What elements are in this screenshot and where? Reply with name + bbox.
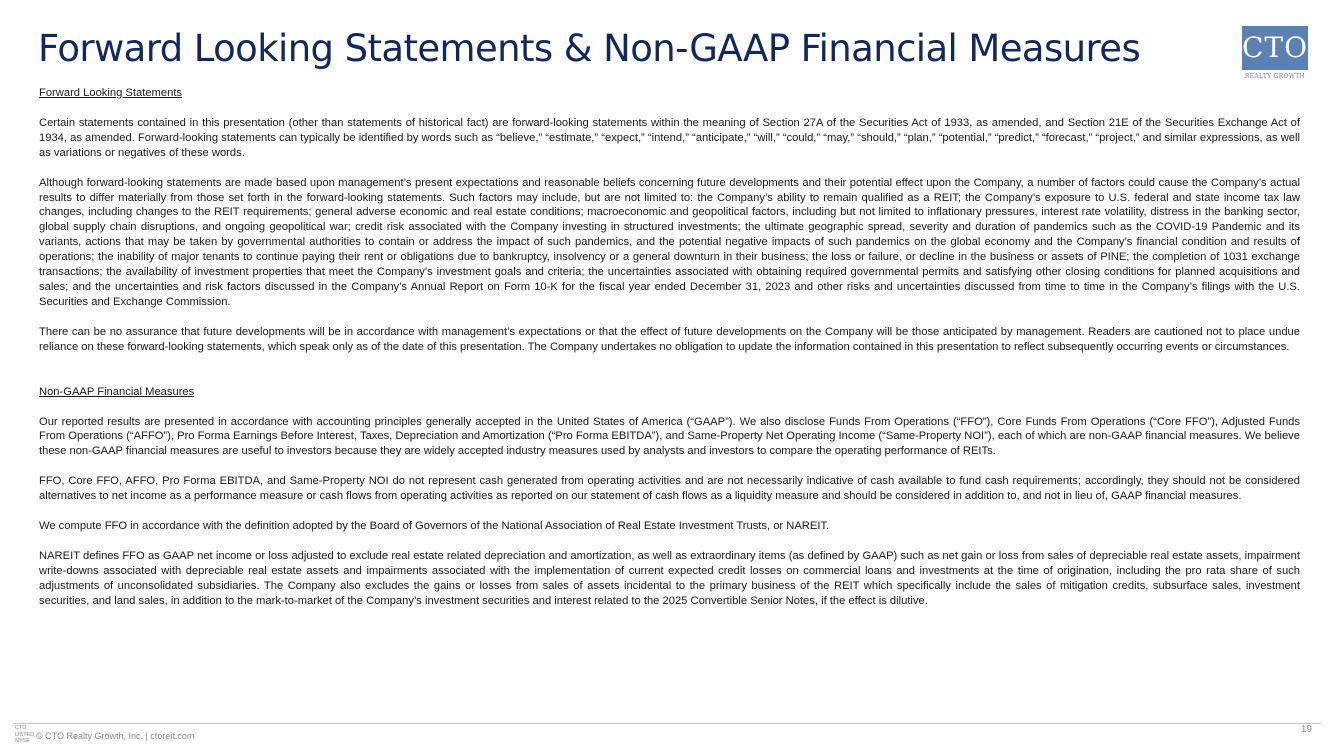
logo-tagline: REALTY GROWTH [1244,73,1306,80]
forward-looking-paragraph: Although forward-looking statements are made based upon management’s present expectations and reasonable beliefs concerning future developments and their potential effect upon the Company, a number of factors could cause the Company’s actual results to differ materially from those set forth in the forward-looking statements. Such factors may include, but are not limited to: the Company’s ability to remain qualified as a REIT; the Company’s exposure to U.S. federal and state income tax law changes, including changes to the REIT requirements; general adverse economic and real estate conditions; macroeconomic and geopolitical factors, including but not limited to inflationary pressures, interest rate volatility, distress in the banking sector, global supply chain disruptions, and ongoing geopolitical war; credit risk associated with the Company investing in structured investments; the ultimate geographic spread, severity and duration of pandemics such as the COVID-19 Pandemic and its variants, actions that may be taken by governmental authorities to contain or address the impact of such pandemics, and the potential negative impacts of such pandemics on the global economy and the Company’s financial condition and results of operations; the inability of major tenants to continue paying their rent or obligations due to bankruptcy, insolvency or a general downturn in their business; the loss or failure, or decline in the business or assets of PINE; the completion of 1031 exchange transactions; the availability of investment properties that meet the Company’s investment goals and criteria; the uncertainties associated with obtaining required governmental permits and satisfying other closing conditions for planned acquisitions and sales; and the uncertainties and risk factors discussed in the Company’s Annual Report on Form 10-K for the fiscal year ended December 31, 2023 and other risks and uncertainties discussed from time to time in the Company’s filings with the U.S. Securities and Exchange Commission. [39,176,1300,308]
non-gaap-paragraph: FFO, Core FFO, AFFO, Pro Forma EBITDA, and Same-Property NOI do not represent cash generated from operating activities and are not necessarily indicative of cash available to fund cash requirements; accordingly, they should not be considered alternatives to net income as a performance measure or cash flows from operating activities as reported on our statement of cash flows as a liquidity measure and should be considered in addition to, and not in lieu of, GAAP financial measures. [39,475,1300,503]
page-title: Forward Looking Statements & Non-GAAP Financial Measures [38,27,1141,70]
non-gaap-paragraph: NAREIT defines FFO as GAAP net income or loss adjusted to exclude real estate related depreciation and amortization, as well as extraordinary items (as defined by GAAP) such as net gain or loss from sales of depreciable real estate assets, impairment write-downs associated with depreciable real estate assets and impairments associated with the implementation of current expected credit losses on commercial loans and investments at the time of origination, including the pro rata share of such adjustments of unconsolidated subsidiaries. The Company also excludes the gains or losses from sales of assets incidental to the primary business of the REIT which specifically include the sales of mitigation credits, subsurface sales, investment securities, and land sales, in addition to the mark-to-market of the Company’s investment securities and interest related to the 2025 Convertible Senior Notes, if the effect is dilutive. [39,549,1300,607]
forward-looking-paragraph: There can be no assurance that future developments will be in accordance with management’s expectations or that the effect of future developments on the Company will be those anticipated by management. Readers are cautioned not to place undue reliance on these forward-looking statements, which speak only as of the date of this presentation. The Company undertakes no obligation to update the information contained in this presentation to reflect subsequently occurring events or circumstances. [39,325,1300,353]
nyse-mark-line: NYSE [15,738,30,744]
company-logo [1242,26,1308,80]
non-gaap-heading: Non-GAAP Financial Measures [39,385,195,398]
logo-wordmark: CTO [1242,26,1308,70]
page-number: 19 [1300,724,1312,735]
section-spacer [39,370,1300,385]
non-gaap-paragraph: Our reported results are presented in accordance with accounting principles generally accepted in the United States of America (“GAAP”). We also disclose Funds From Operations (“FFO”), Core Funds From Operations (“Core FFO”), Adjusted Funds From Operations (“AFFO”), Pro Forma Earnings Before Interest, Taxes, Depreciation and Amortization (“Pro Forma EBITDA”), and Same-Property Net Operating Income (“Same-Property NOI”), each of which are non-GAAP financial measures. We believe these non-GAAP financial measures are useful to investors because they are widely accepted industry measures used by analysts and investors to compare the operating performance of REITs. [39,415,1300,458]
forward-looking-paragraph: Certain statements contained in this presentation (other than statements of historical fact) are forward-looking statements within the meaning of Section 27A of the Securities Act of 1933, as amended, and Section 21E of the Securities Exchange Act of 1934, as amended. Forward-looking statements can typically be identified by words such as “believe,” “estimate,” “expect,” “intend,” “anticipate,” “will,” “could,” “may,” “should,” “plan,” “potential,” “predict,” “forecast,” “project,” and similar expressions, as well as variations or negatives of these words. [39,116,1300,159]
nyse-listed-mark [15,725,33,745]
forward-looking-section [39,86,1300,355]
forward-looking-heading: Forward Looking Statements [39,87,183,99]
non-gaap-section [39,385,1300,609]
nyse-mark-line: CTO [15,725,27,731]
non-gaap-paragraph: We compute FFO in accordance with the definition adopted by the Board of Governors of the National Association of Real Estate Investment Trusts, or NAREIT. [39,520,830,533]
nyse-mark-line: LISTED [15,731,35,738]
disclosure-body [39,86,1300,624]
footer-copyright: © CTO Realty Growth, Inc. | ctoreit.com [36,731,195,741]
footer-divider [14,723,1321,724]
